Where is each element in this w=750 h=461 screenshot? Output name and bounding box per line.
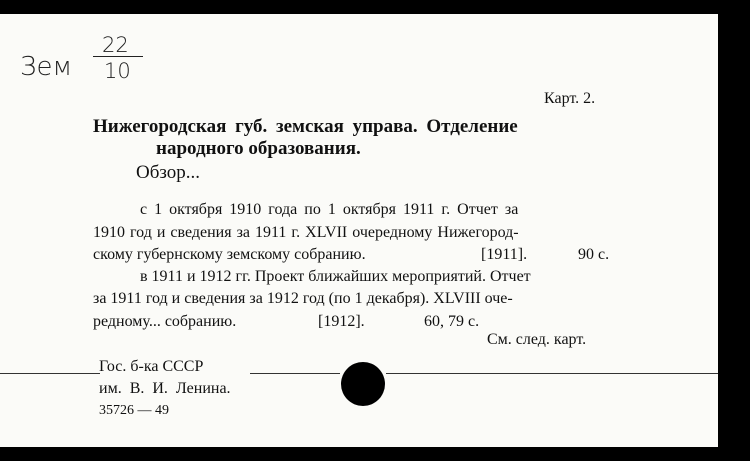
handwritten-denominator: 10 [104, 59, 131, 83]
handwritten-prefix: Зем [20, 52, 73, 82]
entry-2-line-2: за 1911 год и сведения за 1912 год (по 1 декабря). XLVIII оче- [93, 290, 513, 307]
entry-1-line-3: скому губернскому земскому собранию. [93, 246, 366, 263]
punch-hole [341, 362, 385, 406]
entry-2-line-3: редному... собранию. [93, 313, 237, 330]
library-stamp-line-2: им. В. И. Ленина. [99, 380, 231, 397]
see-next-card: См. след. карт. [487, 331, 587, 348]
entry-2-line-1: в 1911 и 1912 гг. Проект ближайших мероприятий. Отчет [140, 268, 531, 285]
heading-line-1: Нижегородская губ. земская управа. Отделение [93, 116, 518, 137]
card-number: Карт. 2. [544, 90, 596, 107]
entry-1-line-2: 1910 год и сведения за 1911 г. XLVII очередному Нижегород- [93, 224, 519, 241]
entry-1-year: [1911]. [481, 246, 528, 263]
entry-2-year: [1912]. [318, 313, 365, 330]
subtitle: Обзор... [136, 162, 201, 183]
library-stamp-line-3: 35726 — 49 [99, 403, 169, 418]
fraction-line [93, 56, 143, 57]
left-rule [0, 373, 100, 374]
handwritten-numerator: 22 [102, 33, 129, 57]
center-rule [250, 373, 340, 374]
heading-line-2: народного образования. [156, 138, 361, 159]
entry-2-pages: 60, 79 с. [424, 313, 480, 330]
entry-1-line-1: с 1 октября 1910 года по 1 октября 1911 г. Отчет за [140, 201, 519, 218]
entry-1-pages: 90 с. [578, 246, 610, 263]
library-stamp-line-1: Гос. б-ка СССР [99, 358, 204, 375]
right-rule [386, 373, 718, 374]
